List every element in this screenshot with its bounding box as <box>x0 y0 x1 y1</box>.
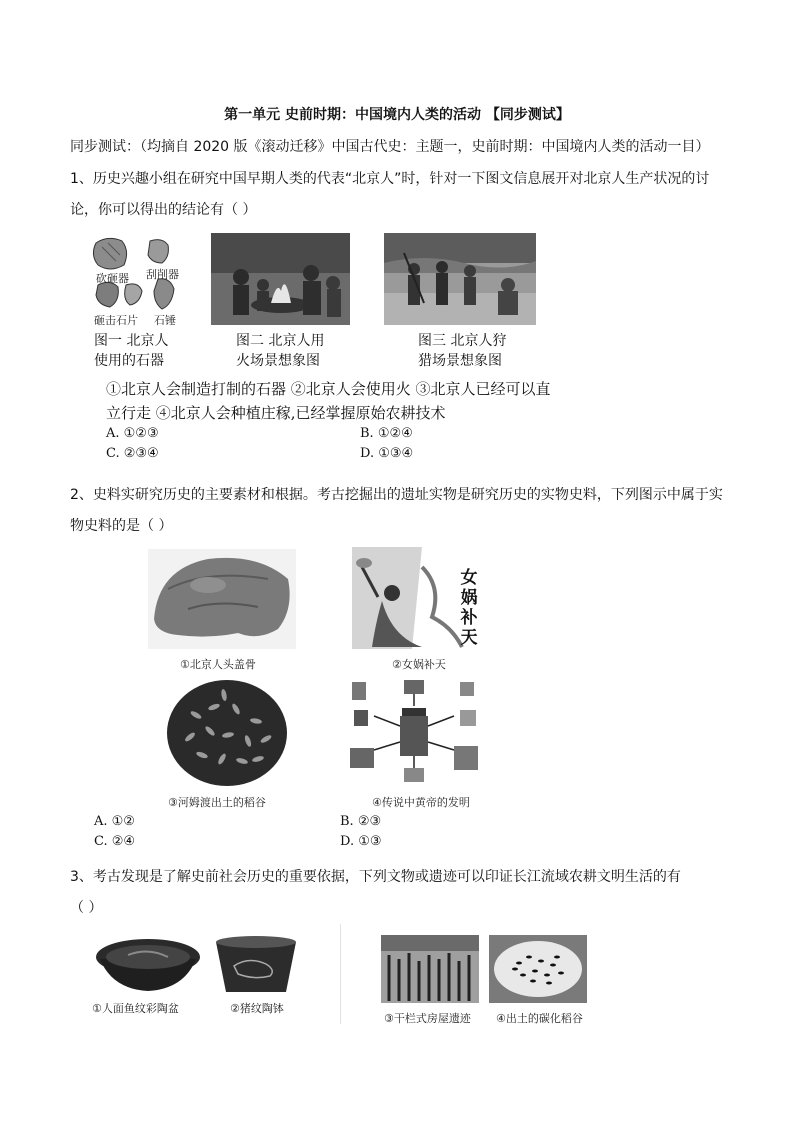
q3-stem-line1: 3、考古发现是了解史前社会历史的重要依据，下列文物或遗迹可以印证长江流域农耕文明生活的有 <box>70 869 681 885</box>
q1-option-a[interactable]: A. ①②③ <box>106 426 159 441</box>
q3-stem-line2: （ ） <box>70 900 103 916</box>
q2-stem-line2: 物史料的是（ ） <box>70 518 173 534</box>
q2-caption-rice: ③河姆渡出土的稻谷 <box>168 796 266 809</box>
q2-option-b[interactable]: B. ②③ <box>340 814 382 829</box>
pig-pattern-bowl-image <box>214 934 298 996</box>
stone-label-flake: 砸击石片 <box>94 314 138 327</box>
nuwa-char-1: 女 <box>460 568 478 588</box>
nuwa-char-4: 天 <box>460 628 478 648</box>
q2-caption-huangdi: ④传说中黄帝的发明 <box>372 796 470 809</box>
q1-stem-line2: 论，你可以得出的结论有（ ） <box>70 202 257 218</box>
q3-caption-carbonized: ④出土的碳化稻谷 <box>496 1012 583 1025</box>
q2-caption-nuwa: ②女娲补天 <box>392 658 446 671</box>
q2-caption-skull: ①北京人头盖骨 <box>180 658 256 671</box>
fig1-caption-2: 使用的石器 <box>94 353 164 369</box>
q1-statement-line2: 立行走 ④北京人会种植庄稼,已经掌握原始农耕技术 <box>106 404 446 422</box>
q2-option-a[interactable]: A. ①② <box>94 814 135 829</box>
stone-label-scraper: 刮削器 <box>146 268 179 281</box>
q1-option-b[interactable]: B. ①②④ <box>360 426 413 441</box>
fig3-hunting-scene-image <box>384 233 536 325</box>
q3-caption-bowl: ②猪纹陶钵 <box>230 1002 284 1015</box>
q1-option-d[interactable]: D. ①③④ <box>360 446 414 461</box>
fig1-caption-1: 图一 北京人 <box>94 333 169 349</box>
q3-caption-basin: ①人面鱼纹彩陶盆 <box>92 1002 179 1015</box>
q1-statement-line1: ①北京人会制造打制的石器 ②北京人会使用火 ③北京人已经可以直 <box>106 380 551 398</box>
fig2-fire-scene-image <box>211 233 350 325</box>
huangdi-inventions-image <box>344 676 484 786</box>
q3-caption-stilt: ③干栏式房屋遗迹 <box>384 1012 471 1025</box>
q2-stem-line1: 2、史料实研究历史的主要素材和根据。考古挖掘出的遗址实物是研究历史的实物史料，下列图示中属于实 <box>70 487 723 503</box>
stilt-house-ruins-image <box>381 935 479 1003</box>
q2-option-c[interactable]: C. ②④ <box>94 834 136 849</box>
fig2-caption-2: 火场景想象图 <box>236 353 320 369</box>
page-title: 第一单元 史前时期：中国境内人类的活动 【同步测试】 <box>224 107 570 123</box>
q2-option-d[interactable]: D. ①③ <box>340 834 382 849</box>
nuwa-char-3: 补 <box>460 608 478 628</box>
stone-label-chopper: 砍砸器 <box>96 272 129 285</box>
fig2-caption-1: 图二 北京人用 <box>236 333 325 349</box>
q1-option-c[interactable]: C. ②③④ <box>106 446 159 461</box>
painted-pottery-basin-image <box>92 935 204 993</box>
stone-label-hammer: 石锤 <box>154 314 176 327</box>
carbonized-rice-image <box>489 935 587 1003</box>
fig3-caption-1: 图三 北京人狩 <box>418 333 507 349</box>
intro-text: 同步测试：（均摘自 2020 版《滚动迁移》中国古代史：主题一，史前时期：中国境内人类的活动一目） <box>70 139 710 155</box>
hemudu-rice-image <box>166 679 288 787</box>
fig3-caption-2: 猎场景想象图 <box>418 353 502 369</box>
peking-man-skull-image <box>148 549 296 649</box>
q1-stem-line1: 1、历史兴趣小组在研究中国早期人类的代表“北京人”时，针对一下图文信息展开对北京人生产状况的讨 <box>70 171 710 187</box>
nuwa-char-2: 娲 <box>460 588 478 608</box>
nuwa-vertical-title <box>458 568 480 648</box>
